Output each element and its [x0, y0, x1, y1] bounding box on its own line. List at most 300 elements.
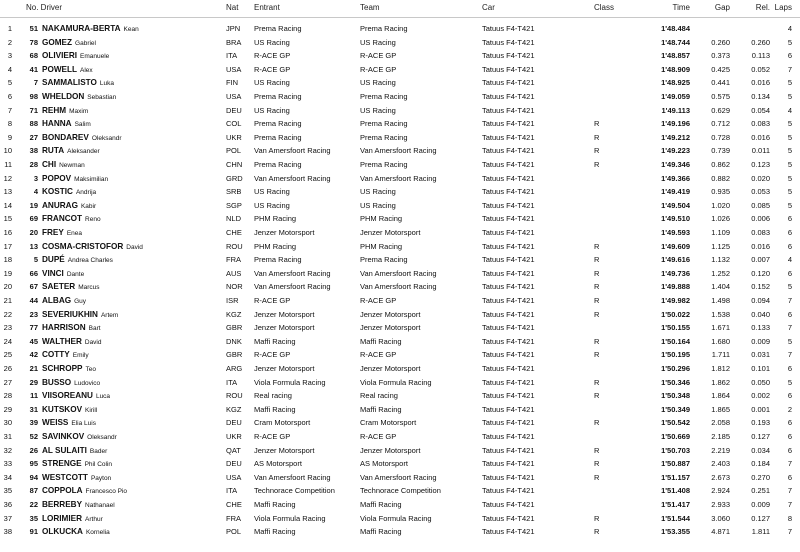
driver-last-name: FRANCOT	[42, 214, 83, 224]
car-model-cell: Tatuus F4-T421	[482, 268, 535, 278]
nationality-cell: DEU	[226, 459, 242, 469]
nationality-cell: KGZ	[226, 404, 242, 414]
entrant-cell: Viola Formula Racing	[254, 377, 326, 387]
car-number-cell: 19	[29, 200, 38, 210]
laps-cell: 6	[787, 432, 792, 441]
position-cell: 18	[3, 255, 12, 265]
car-number-cell: 69	[29, 214, 38, 224]
car-number-cell: 23	[29, 309, 38, 319]
car-model-cell: Tatuus F4-T421	[482, 78, 535, 88]
table-row	[0, 131, 800, 145]
car-model-cell: Tatuus F4-T421	[482, 391, 535, 401]
car-model-cell: Tatuus F4-T421	[482, 500, 535, 509]
position-cell: 26	[3, 364, 12, 373]
driver-last-name: WHELDON	[42, 92, 85, 101]
laps-cell: 7	[787, 459, 792, 469]
driver-first-name: Salim	[74, 121, 91, 129]
lap-time-cell: 1'49.059	[661, 92, 690, 101]
driver-first-name: Alex	[80, 66, 93, 74]
table-row	[0, 308, 800, 322]
class-cell: R	[594, 445, 600, 455]
team-cell: US Racing	[360, 105, 396, 115]
laps-cell: 4	[787, 105, 792, 115]
team-cell: Van Amersfoort Racing	[360, 282, 437, 292]
driver-first-name: Teo	[85, 366, 96, 373]
nationality-cell: BRA	[226, 37, 242, 47]
table-row	[0, 430, 800, 444]
position-cell: 15	[3, 214, 12, 224]
class-cell: R	[594, 132, 600, 142]
gap-cell: 1.125	[711, 241, 730, 251]
laps-cell: 6	[787, 214, 792, 224]
car-model-cell: Tatuus F4-T421	[482, 105, 535, 115]
gap-cell: 2.933	[711, 500, 730, 509]
driver-first-name: Luca	[95, 393, 111, 401]
car-number-cell: 77	[29, 323, 38, 333]
team-cell: US Racing	[360, 200, 396, 210]
position-cell: 37	[3, 513, 12, 523]
lap-time-cell: 1'50.349	[661, 404, 690, 414]
car-model-cell: Tatuus F4-T421	[482, 527, 535, 537]
table-row	[0, 280, 800, 294]
gap-cell: 3.060	[711, 513, 730, 523]
position-cell: 7	[7, 105, 12, 115]
car-number-cell: 31	[29, 404, 38, 414]
driver-first-name: Bart	[88, 325, 101, 333]
relative-gap-cell: 0.002	[751, 391, 770, 401]
table-row	[0, 376, 800, 390]
car-number-cell: 87	[29, 486, 38, 496]
driver-last-name: SAETER	[42, 282, 76, 292]
car-number-cell: 11	[30, 391, 38, 401]
driver-first-name: Ludovico	[74, 379, 101, 387]
car-number-cell: 22	[29, 500, 38, 509]
gap-cell: 0.935	[711, 187, 730, 197]
laps-cell: 6	[787, 241, 792, 251]
laps-cell: 5	[787, 377, 792, 387]
nationality-cell: QAT	[226, 445, 241, 455]
gap-cell: 1.252	[711, 268, 730, 278]
relative-gap-cell: 0.120	[751, 268, 770, 278]
table-row	[0, 403, 800, 417]
position-cell: 23	[3, 323, 12, 333]
team-cell: Jenzer Motorsport	[360, 364, 421, 373]
car-model-cell: Tatuus F4-T421	[482, 323, 535, 333]
lap-time-cell: 1'48.909	[661, 64, 690, 74]
driver-first-name: Phil Colin	[84, 461, 113, 469]
car-model-cell: Tatuus F4-T421	[482, 350, 535, 360]
car-number-cell: 98	[29, 92, 38, 101]
team-cell: Viola Formula Racing	[360, 513, 432, 523]
lap-time-cell: 1'51.417	[661, 500, 690, 509]
table-row	[0, 484, 800, 498]
position-cell: 22	[3, 309, 12, 319]
driver-first-name: Marcus	[78, 284, 100, 292]
laps-cell: 8	[787, 513, 792, 523]
laps-cell: 7	[787, 500, 792, 509]
entrant-cell: Van Amersfoort Racing	[254, 472, 331, 482]
driver-last-name: WESTCOTT	[42, 472, 88, 482]
entrant-cell: Prema Racing	[254, 132, 302, 142]
lap-time-cell: 1'50.703	[661, 445, 690, 455]
table-row	[0, 22, 800, 36]
relative-gap-cell: 0.001	[751, 404, 770, 414]
table-row	[0, 416, 800, 430]
nationality-cell: CHE	[226, 500, 242, 509]
table-row	[0, 498, 800, 512]
driver-last-name: OLIVIERI	[42, 51, 78, 61]
nationality-cell: ITA	[226, 486, 238, 496]
position-cell: 17	[3, 241, 12, 251]
car-number-cell: 21	[29, 364, 38, 373]
car-model-cell: Tatuus F4-T421	[482, 296, 535, 305]
team-cell: R-ACE GP	[360, 350, 397, 360]
lap-time-cell: 1'50.542	[661, 418, 690, 428]
driver-last-name: OLKUCKA	[42, 527, 83, 537]
car-number-cell: 88	[29, 119, 38, 129]
nationality-cell: ITA	[226, 51, 238, 61]
gap-cell: 2.403	[711, 459, 730, 469]
class-cell: R	[594, 513, 600, 523]
lap-time-cell: 1'49.113	[661, 105, 690, 115]
car-model-cell: Tatuus F4-T421	[482, 200, 535, 210]
nationality-cell: KGZ	[226, 309, 242, 319]
car-model-cell: Tatuus F4-T421	[482, 404, 535, 414]
relative-gap-cell: 0.054	[751, 105, 770, 115]
lap-time-cell: 1'48.744	[661, 37, 690, 47]
laps-cell: 5	[787, 187, 792, 197]
laps-cell: 5	[787, 119, 792, 129]
class-cell: R	[594, 377, 600, 387]
entrant-cell: R-ACE GP	[254, 51, 291, 61]
nationality-cell: UKR	[226, 432, 242, 441]
team-cell: PHM Racing	[360, 241, 403, 251]
relative-gap-cell: 0.016	[751, 78, 770, 88]
nationality-cell: DNK	[226, 336, 242, 346]
team-cell: Prema Racing	[360, 255, 408, 265]
nationality-cell: DEU	[226, 105, 242, 115]
entrant-cell: US Racing	[254, 105, 290, 115]
nationality-cell: ARG	[226, 364, 243, 373]
lap-time-cell: 1'51.157	[661, 472, 690, 482]
gap-cell: 0.882	[711, 173, 730, 183]
team-cell: R-ACE GP	[360, 64, 397, 74]
driver-last-name: ALBAG	[42, 296, 72, 305]
driver-last-name: SAVINKOV	[42, 432, 85, 441]
lap-time-cell: 1'49.366	[661, 173, 690, 183]
car-number-cell: 13	[29, 241, 38, 251]
entrant-cell: Maffi Racing	[254, 336, 296, 346]
nationality-cell: ITA	[226, 377, 238, 387]
car-model-cell: Tatuus F4-T421	[482, 92, 535, 101]
position-cell: 1	[7, 24, 12, 33]
car-number-cell: 26	[29, 445, 38, 455]
class-cell: R	[594, 160, 600, 169]
driver-first-name: Guy	[74, 298, 87, 305]
relative-gap-cell: 0.016	[751, 132, 770, 142]
relative-gap-cell: 0.083	[751, 119, 770, 129]
entrant-cell: Jenzer Motorsport	[254, 309, 315, 319]
driver-first-name: Andrija	[75, 189, 97, 197]
car-number-cell: 91	[29, 527, 38, 537]
driver-last-name: BUSSO	[42, 377, 72, 387]
lap-time-cell: 1'49.223	[661, 146, 690, 156]
position-cell: 10	[3, 146, 12, 156]
class-cell: R	[594, 241, 600, 251]
team-cell: Prema Racing	[360, 132, 408, 142]
gap-cell: 1.109	[711, 228, 730, 237]
driver-last-name: WEISS	[42, 418, 69, 428]
header-nat: Nat	[226, 3, 239, 12]
nationality-cell: FRA	[226, 255, 241, 265]
header-rel: Rel.	[755, 3, 770, 12]
relative-gap-cell: 0.009	[751, 336, 770, 346]
car-number-cell: 29	[29, 377, 38, 387]
entrant-cell: Real racing	[254, 391, 292, 401]
car-model-cell: Tatuus F4-T421	[482, 51, 535, 61]
entrant-cell: Maffi Racing	[254, 527, 296, 537]
car-model-cell: Tatuus F4-T421	[482, 336, 535, 346]
lap-time-cell: 1'49.504	[661, 200, 690, 210]
lap-time-cell: 1'50.022	[661, 309, 690, 319]
car-number-cell: 94	[29, 472, 38, 482]
car-model-cell: Tatuus F4-T421	[482, 146, 535, 156]
driver-last-name: VIISOREANU	[42, 391, 93, 401]
nationality-cell: NLD	[226, 214, 242, 224]
laps-cell: 6	[787, 228, 792, 237]
table-row	[0, 321, 800, 335]
driver-first-name: Newman	[59, 162, 85, 169]
entrant-cell: R-ACE GP	[254, 64, 291, 74]
header-gap: Gap	[714, 3, 730, 12]
laps-cell: 7	[787, 527, 792, 537]
lap-time-cell: 1'49.982	[661, 296, 690, 305]
gap-cell: 1.711	[711, 350, 730, 360]
table-row	[0, 117, 800, 131]
gap-cell: 1.026	[711, 214, 730, 224]
table-row	[0, 512, 800, 526]
lap-time-cell: 1'50.348	[661, 391, 690, 401]
entrant-cell: US Racing	[254, 37, 290, 47]
table-row	[0, 49, 800, 63]
driver-last-name: SAMMALISTO	[42, 78, 97, 88]
position-cell: 19	[3, 268, 12, 278]
gap-cell: 1.812	[711, 364, 730, 373]
table-row	[0, 63, 800, 77]
driver-last-name: NAKAMURA-BERTA	[42, 24, 121, 33]
position-cell: 5	[7, 78, 12, 88]
team-cell: US Racing	[360, 78, 396, 88]
team-cell: Jenzer Motorsport	[360, 445, 421, 455]
car-model-cell: Tatuus F4-T421	[482, 228, 535, 237]
lap-time-cell: 1'49.736	[661, 268, 690, 278]
driver-last-name: LORIMIER	[42, 513, 83, 523]
position-cell: 38	[3, 527, 12, 537]
position-cell: 12	[3, 173, 12, 183]
driver-first-name: Francesco Pio	[85, 488, 128, 496]
class-cell: R	[594, 282, 600, 292]
class-cell: R	[594, 268, 600, 278]
position-cell: 20	[3, 282, 12, 292]
table-row	[0, 76, 800, 90]
team-cell: Prema Racing	[360, 160, 408, 169]
relative-gap-cell: 0.193	[751, 418, 770, 428]
car-number-cell: 52	[29, 432, 38, 441]
driver-first-name: Maksimilian	[74, 175, 109, 183]
nationality-cell: FIN	[226, 78, 239, 88]
team-cell: R-ACE GP	[360, 51, 397, 61]
gap-cell: 1.132	[711, 255, 730, 265]
driver-last-name: FREY	[42, 228, 64, 237]
driver-first-name: David	[84, 338, 102, 346]
table-row	[0, 144, 800, 158]
position-cell: 14	[3, 200, 12, 210]
laps-cell: 7	[787, 486, 792, 496]
driver-first-name: Nathanael	[85, 502, 115, 509]
class-cell: R	[594, 350, 600, 360]
nationality-cell: ROU	[226, 241, 243, 251]
car-model-cell: Tatuus F4-T421	[482, 472, 535, 482]
team-cell: Maffi Racing	[360, 527, 402, 537]
relative-gap-cell: 0.009	[751, 500, 770, 509]
laps-cell: 5	[787, 146, 792, 156]
car-model-cell: Tatuus F4-T421	[482, 173, 535, 183]
position-cell: 3	[7, 51, 12, 61]
table-row	[0, 457, 800, 471]
position-cell: 25	[3, 350, 12, 360]
car-number-cell: 66	[29, 268, 38, 278]
driver-first-name: Enea	[66, 230, 83, 237]
nationality-cell: POL	[226, 527, 242, 537]
lap-time-cell: 1'48.925	[661, 78, 690, 88]
gap-cell: 0.728	[711, 132, 730, 142]
relative-gap-cell: 0.133	[751, 323, 770, 333]
laps-cell: 7	[787, 323, 792, 333]
entrant-cell: Jenzer Motorsport	[254, 323, 315, 333]
gap-cell: 2.219	[711, 445, 730, 455]
laps-cell: 5	[787, 37, 792, 47]
driver-last-name: ANURAG	[42, 200, 78, 210]
class-cell: R	[594, 527, 600, 537]
position-cell: 21	[3, 296, 12, 305]
position-cell: 9	[7, 132, 12, 142]
entrant-cell: Jenzer Motorsport	[254, 445, 315, 455]
driver-last-name: COTTY	[42, 350, 70, 360]
laps-cell: 6	[787, 391, 792, 401]
car-number-cell: 51	[29, 24, 38, 33]
relative-gap-cell: 0.085	[751, 200, 770, 210]
gap-cell: 1.538	[711, 309, 730, 319]
gap-cell: 2.058	[711, 418, 730, 428]
class-cell: R	[594, 336, 600, 346]
team-cell: Viola Formula Racing	[360, 377, 432, 387]
position-cell: 29	[3, 404, 12, 414]
entrant-cell: R-ACE GP	[254, 432, 291, 441]
car-number-cell: 27	[29, 132, 38, 142]
driver-first-name: Dante	[66, 270, 85, 278]
nationality-cell: GBR	[226, 350, 243, 360]
relative-gap-cell: 0.123	[751, 160, 770, 169]
entrant-cell: Prema Racing	[254, 255, 302, 265]
team-cell: Prema Racing	[360, 92, 408, 101]
table-row	[0, 240, 800, 254]
team-cell: Van Amersfoort Racing	[360, 268, 437, 278]
position-cell: 36	[3, 500, 12, 509]
driver-first-name: Sebastian	[87, 94, 117, 101]
driver-last-name: DUPÉ	[42, 255, 65, 265]
car-model-cell: Tatuus F4-T421	[482, 24, 535, 33]
position-cell: 13	[3, 187, 12, 197]
laps-cell: 5	[787, 173, 792, 183]
table-row	[0, 212, 800, 226]
nationality-cell: USA	[226, 64, 242, 74]
driver-last-name: STRENGE	[42, 459, 82, 469]
laps-cell: 4	[787, 24, 792, 33]
position-cell: 30	[3, 418, 12, 428]
table-row	[0, 362, 800, 376]
driver-last-name: COPPOLA	[42, 486, 83, 496]
car-number-cell: 3	[33, 173, 38, 183]
driver-last-name: RUTA	[42, 146, 65, 156]
lap-time-cell: 1'51.408	[661, 486, 690, 496]
table-header	[0, 1, 800, 15]
car-number-cell: 5	[33, 255, 38, 265]
gap-cell: 2.924	[711, 486, 730, 496]
table-row	[0, 226, 800, 240]
team-cell: PHM Racing	[360, 214, 403, 224]
relative-gap-cell: 0.127	[751, 513, 770, 523]
entrant-cell: AS Motorsport	[254, 459, 302, 469]
lap-time-cell: 1'49.888	[661, 282, 690, 292]
entrant-cell: R-ACE GP	[254, 350, 291, 360]
driver-last-name: BERREBY	[42, 500, 83, 509]
laps-cell: 6	[787, 51, 792, 61]
car-model-cell: Tatuus F4-T421	[482, 364, 535, 373]
class-cell: R	[594, 472, 600, 482]
car-model-cell: Tatuus F4-T421	[482, 160, 535, 169]
gap-cell: 0.712	[711, 119, 730, 129]
lap-time-cell: 1'49.196	[661, 119, 690, 129]
team-cell: US Racing	[360, 187, 396, 197]
relative-gap-cell: 0.251	[751, 486, 770, 496]
nationality-cell: GBR	[226, 323, 243, 333]
car-number-cell: 71	[29, 105, 38, 115]
relative-gap-cell: 0.052	[751, 64, 770, 74]
car-model-cell: Tatuus F4-T421	[482, 309, 535, 319]
car-model-cell: Tatuus F4-T421	[482, 513, 535, 523]
gap-cell: 1.671	[711, 323, 730, 333]
header-car: Car	[482, 3, 495, 12]
position-cell: 16	[3, 228, 12, 237]
lap-time-cell: 1'50.669	[661, 432, 690, 441]
driver-first-name: Elia Luis	[71, 420, 96, 428]
driver-last-name: POPOV	[42, 173, 72, 183]
table-row	[0, 172, 800, 186]
entrant-cell: Jenzer Motorsport	[254, 364, 315, 373]
gap-cell: 1.498	[711, 296, 730, 305]
table-row	[0, 471, 800, 485]
driver-first-name: Kabir	[80, 202, 97, 210]
lap-time-cell: 1'50.195	[661, 350, 690, 360]
car-model-cell: Tatuus F4-T421	[482, 255, 535, 265]
class-cell: R	[594, 309, 600, 319]
driver-last-name: HANNA	[42, 119, 72, 129]
car-number-cell: 95	[29, 459, 38, 469]
car-number-cell: 78	[29, 37, 38, 47]
nationality-cell: NOR	[226, 282, 243, 292]
lap-time-cell: 1'50.296	[661, 364, 690, 373]
team-cell: Maffi Racing	[360, 404, 402, 414]
